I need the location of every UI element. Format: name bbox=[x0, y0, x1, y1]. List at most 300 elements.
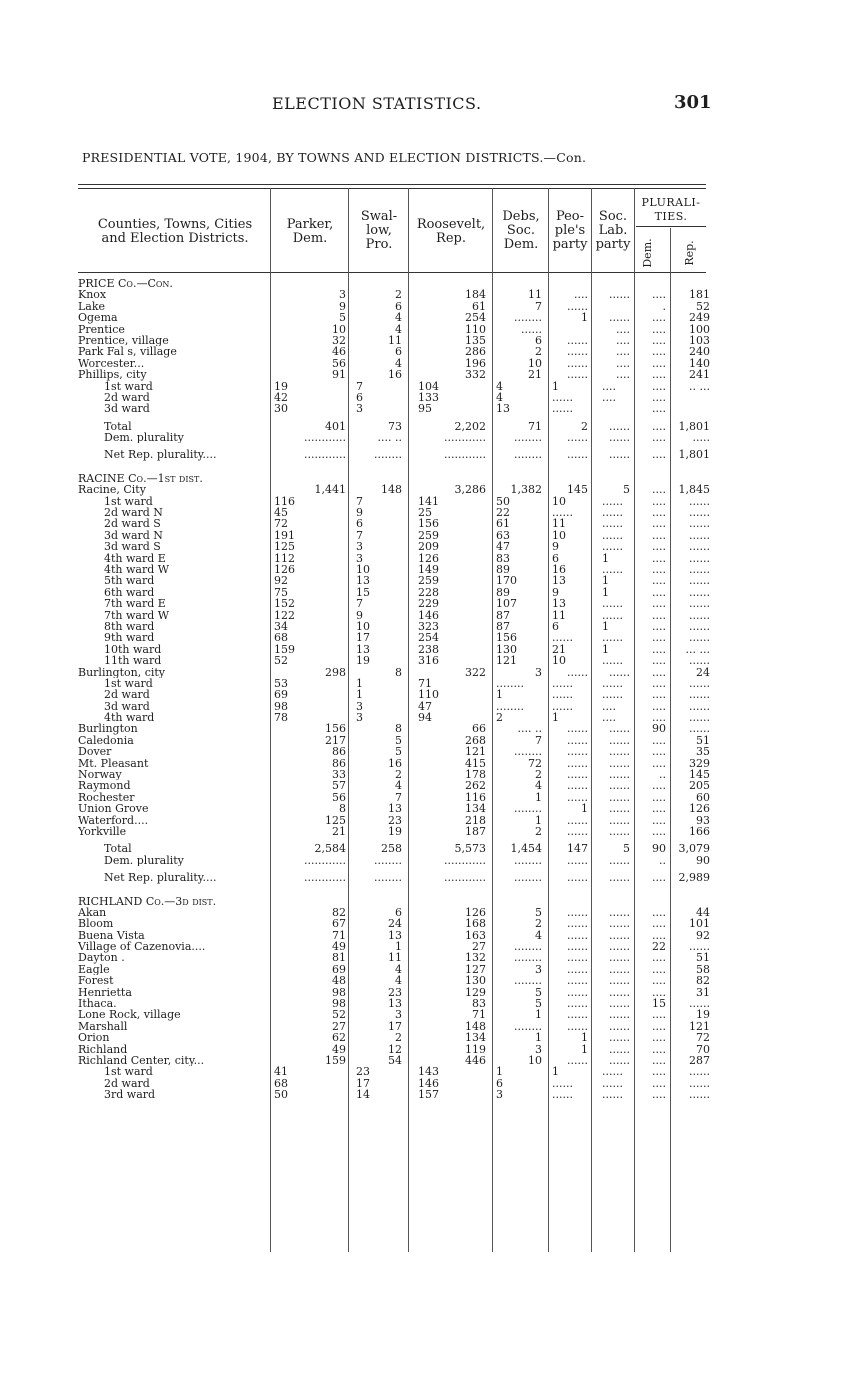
cell-soclab: ...... bbox=[602, 1076, 623, 1090]
cell-peoples: ...... bbox=[552, 1076, 573, 1090]
cell-plur-rep: 51 bbox=[696, 951, 710, 965]
cell-parker: 98 bbox=[332, 985, 346, 999]
row-label: Forest bbox=[78, 975, 114, 987]
row-label: 2d ward bbox=[104, 391, 150, 404]
cell-plur-dem: .... bbox=[652, 1076, 666, 1090]
cell-soclab: ...... bbox=[609, 1054, 630, 1067]
cell-plur-dem: 90 bbox=[652, 722, 666, 736]
col-header-label bbox=[80, 218, 270, 246]
cell-roosevelt: 157 bbox=[418, 1088, 439, 1102]
cell-plur-rep: 93 bbox=[696, 813, 710, 827]
cell-plur-rep: ...... bbox=[689, 562, 710, 576]
cell-plur-dem: .... bbox=[652, 574, 666, 588]
cell-roosevelt: 121 bbox=[465, 745, 486, 759]
cell-peoples: ...... bbox=[552, 631, 573, 645]
cell-debs: 72 bbox=[528, 756, 542, 770]
cell-parker: 19 bbox=[274, 379, 288, 393]
cell-roosevelt: 323 bbox=[418, 619, 439, 633]
cell-soclab: ...... bbox=[609, 985, 630, 999]
cell-soclab: ...... bbox=[602, 608, 623, 622]
cell-debs: 130 bbox=[496, 642, 517, 656]
cell-plur-dem: .... bbox=[652, 824, 666, 838]
cell-plur-dem: .... bbox=[652, 619, 666, 633]
table-row bbox=[0, 712, 859, 723]
cell-debs: ........ bbox=[514, 853, 542, 867]
row-spacer bbox=[0, 461, 859, 473]
row-label: Prentice bbox=[78, 323, 125, 335]
cell-peoples: 1 bbox=[581, 1042, 588, 1056]
cell-peoples: 13 bbox=[552, 597, 566, 611]
cell-roosevelt: ............ bbox=[444, 871, 486, 885]
cell-parker: 52 bbox=[274, 654, 288, 668]
cell-plur-rep: ..... bbox=[692, 431, 710, 445]
cell-soclab: ...... bbox=[609, 917, 630, 931]
total-row bbox=[0, 432, 859, 443]
cell-peoples: 145 bbox=[567, 483, 588, 497]
total-row bbox=[0, 872, 859, 883]
cell-parker: 98 bbox=[274, 699, 288, 713]
cell-plur-dem: .... bbox=[652, 802, 666, 816]
cell-peoples: 9 bbox=[552, 540, 559, 554]
cell-plur-rep: ...... bbox=[689, 608, 710, 622]
cell-roosevelt: 322 bbox=[465, 665, 486, 679]
cell-peoples: ...... bbox=[567, 733, 588, 747]
cell-soclab: ...... bbox=[609, 790, 630, 804]
cell-roosevelt: 134 bbox=[465, 802, 486, 816]
cell-debs: 2 bbox=[496, 711, 503, 725]
cell-debs: ........ bbox=[514, 802, 542, 816]
cell-plur-rep: 2,989 bbox=[678, 871, 710, 885]
cell-plur-rep: ...... bbox=[689, 619, 710, 633]
cell-parker: 52 bbox=[332, 1008, 346, 1022]
cell-swallow: 3 bbox=[356, 711, 363, 725]
cell-swallow: 16 bbox=[388, 756, 402, 770]
cell-parker: ............ bbox=[304, 853, 346, 867]
cell-debs: ........ bbox=[514, 431, 542, 445]
cell-parker: 33 bbox=[332, 768, 346, 782]
cell-swallow: 3 bbox=[356, 540, 363, 554]
cell-roosevelt: 2,202 bbox=[454, 419, 486, 433]
cell-plur-rep: ...... bbox=[689, 1065, 710, 1079]
cell-roosevelt: 156 bbox=[418, 517, 439, 531]
cell-roosevelt: ............ bbox=[444, 431, 486, 445]
cell-plur-rep: 92 bbox=[696, 928, 710, 942]
col-header-debs-2: Soc. bbox=[506, 223, 536, 238]
row-label: 3d ward N bbox=[104, 529, 163, 542]
col-header-pluralities-2: TIES. bbox=[654, 210, 688, 223]
cell-plur-dem: .... bbox=[652, 494, 666, 508]
col-header-plur-dem-text: Dem. bbox=[641, 238, 654, 268]
cell-roosevelt: 415 bbox=[465, 756, 486, 770]
cell-debs: 89 bbox=[496, 562, 510, 576]
table-row bbox=[0, 987, 859, 998]
cell-peoples: ...... bbox=[567, 824, 588, 838]
cell-plur-dem: .... bbox=[652, 528, 666, 542]
table-row bbox=[0, 792, 859, 803]
cell-parker: 92 bbox=[274, 574, 288, 588]
cell-roosevelt: 116 bbox=[465, 790, 486, 804]
col-header-soclab-3: party bbox=[595, 237, 631, 252]
cell-swallow: 3 bbox=[356, 402, 363, 416]
cell-roosevelt: 229 bbox=[418, 597, 439, 611]
cell-plur-dem: .... bbox=[652, 368, 666, 382]
col-header-roosevelt bbox=[410, 218, 492, 246]
cell-swallow: 9 bbox=[356, 608, 363, 622]
cell-plur-rep: 166 bbox=[689, 824, 710, 838]
cell-soclab: .... bbox=[616, 345, 630, 359]
cell-debs: ........ bbox=[514, 448, 542, 462]
table-row bbox=[0, 312, 859, 323]
cell-soclab: ...... bbox=[609, 745, 630, 759]
cell-parker: 125 bbox=[325, 813, 346, 827]
cell-plur-dem: .... bbox=[652, 745, 666, 759]
cell-roosevelt: 254 bbox=[465, 311, 486, 325]
cell-plur-rep: ...... bbox=[689, 688, 710, 702]
running-title: ELECTION STATISTICS. bbox=[272, 94, 482, 113]
cell-peoples: 10 bbox=[552, 528, 566, 542]
cell-swallow: 148 bbox=[381, 483, 402, 497]
cell-parker: 116 bbox=[274, 494, 295, 508]
cell-swallow: 6 bbox=[395, 299, 402, 313]
col-header-peoples-3: party bbox=[552, 237, 588, 252]
cell-plur-rep: ...... bbox=[689, 1088, 710, 1102]
cell-swallow: 8 bbox=[395, 665, 402, 679]
cell-swallow: 73 bbox=[388, 419, 402, 433]
cell-plur-rep: 1,801 bbox=[678, 419, 710, 433]
cell-swallow: ........ bbox=[374, 448, 402, 462]
cell-plur-rep: 70 bbox=[696, 1042, 710, 1056]
table-row bbox=[0, 1089, 859, 1100]
top-rule bbox=[78, 184, 706, 185]
cell-debs: 1 bbox=[535, 1031, 542, 1045]
cell-swallow: 6 bbox=[356, 517, 363, 531]
cell-peoples: ...... bbox=[552, 699, 573, 713]
cell-debs: 89 bbox=[496, 585, 510, 599]
cell-roosevelt: 5,573 bbox=[454, 842, 486, 856]
cell-roosevelt: 71 bbox=[418, 676, 432, 690]
cell-debs: ........ bbox=[514, 745, 542, 759]
cell-soclab: ...... bbox=[609, 962, 630, 976]
cell-swallow: 19 bbox=[356, 654, 370, 668]
cell-debs: 6 bbox=[535, 333, 542, 347]
cell-plur-dem: .... bbox=[652, 517, 666, 531]
cell-plur-rep: 3,079 bbox=[678, 842, 710, 856]
row-label: Racine, City bbox=[78, 484, 146, 496]
cell-roosevelt: ............ bbox=[444, 448, 486, 462]
cell-parker: 45 bbox=[274, 506, 288, 520]
cell-plur-rep: ...... bbox=[689, 494, 710, 508]
cell-plur-rep: ...... bbox=[689, 574, 710, 588]
cell-peoples: 147 bbox=[567, 842, 588, 856]
cell-peoples: ...... bbox=[567, 299, 588, 313]
table-row bbox=[0, 803, 859, 814]
cell-plur-rep: 240 bbox=[689, 345, 710, 359]
cell-debs: 71 bbox=[528, 419, 542, 433]
cell-peoples: ...... bbox=[552, 402, 573, 416]
table-row bbox=[0, 598, 859, 609]
cell-plur-dem: .... bbox=[652, 813, 666, 827]
cell-plur-rep: 329 bbox=[689, 756, 710, 770]
cell-plur-dem: .... bbox=[652, 483, 666, 497]
table-row bbox=[0, 918, 859, 929]
row-label: 2d ward S bbox=[104, 518, 161, 530]
cell-peoples: ...... bbox=[552, 506, 573, 520]
cell-parker: 1,441 bbox=[314, 483, 346, 497]
cell-roosevelt: 143 bbox=[418, 1065, 439, 1079]
row-label: Dayton . bbox=[78, 952, 125, 964]
cell-parker: 78 bbox=[274, 711, 288, 725]
cell-plur-rep: ...... bbox=[689, 631, 710, 645]
cell-peoples: 1 bbox=[581, 802, 588, 816]
cell-plur-dem: .... bbox=[652, 711, 666, 725]
cell-parker: 69 bbox=[274, 688, 288, 702]
cell-peoples: 1 bbox=[552, 379, 559, 393]
cell-plur-dem: .... bbox=[652, 390, 666, 404]
page-number: 301 bbox=[674, 92, 712, 113]
cell-peoples: ...... bbox=[567, 928, 588, 942]
cell-parker: 49 bbox=[332, 940, 346, 954]
cell-swallow: 7 bbox=[356, 494, 363, 508]
row-label: Park Fal s, village bbox=[78, 346, 177, 358]
cell-roosevelt: 47 bbox=[418, 699, 432, 713]
table-row bbox=[0, 1032, 859, 1043]
cell-swallow: 4 bbox=[395, 356, 402, 370]
cell-soclab: ...... bbox=[602, 1088, 623, 1102]
row-label: Richland bbox=[78, 1043, 128, 1056]
cell-peoples: 11 bbox=[552, 517, 566, 531]
cell-plur-dem: .... bbox=[652, 654, 666, 668]
row-label: Total bbox=[104, 420, 132, 433]
cell-debs: 4 bbox=[496, 390, 503, 404]
col-header-debs-1: Debs, bbox=[502, 209, 540, 224]
cell-debs: 7 bbox=[535, 733, 542, 747]
cell-roosevelt: 146 bbox=[418, 1076, 439, 1090]
cell-plur-rep: 140 bbox=[689, 356, 710, 370]
col-header-plur-rep bbox=[683, 233, 697, 273]
cell-debs: 1 bbox=[496, 1065, 503, 1079]
cell-plur-rep: ...... bbox=[689, 676, 710, 690]
cell-debs: 1 bbox=[535, 790, 542, 804]
cell-roosevelt: 238 bbox=[418, 642, 439, 656]
cell-swallow: 3 bbox=[356, 699, 363, 713]
cell-parker: 81 bbox=[332, 951, 346, 965]
cell-plur-dem: .... bbox=[652, 917, 666, 931]
cell-roosevelt: ............ bbox=[444, 853, 486, 867]
cell-soclab: ...... bbox=[609, 448, 630, 462]
cell-soclab: ...... bbox=[602, 654, 623, 668]
cell-soclab: ...... bbox=[602, 631, 623, 645]
cell-plur-dem: .... bbox=[652, 311, 666, 325]
cell-soclab: ...... bbox=[609, 722, 630, 736]
cell-parker: ............ bbox=[304, 871, 346, 885]
cell-peoples: 1 bbox=[581, 1031, 588, 1045]
cell-roosevelt: 135 bbox=[465, 333, 486, 347]
cell-soclab: ...... bbox=[602, 1065, 623, 1079]
cell-plur-dem: .... bbox=[652, 448, 666, 462]
cell-parker: 34 bbox=[274, 619, 288, 633]
cell-plur-rep: 121 bbox=[689, 1019, 710, 1033]
cell-parker: 62 bbox=[332, 1031, 346, 1045]
row-label: Net Rep. plurality.... bbox=[104, 449, 217, 461]
cell-peoples: ...... bbox=[567, 345, 588, 359]
cell-roosevelt: 149 bbox=[418, 562, 439, 576]
cell-peoples: ...... bbox=[567, 665, 588, 679]
table-row bbox=[0, 975, 859, 986]
cell-plur-dem: .... bbox=[652, 585, 666, 599]
cell-roosevelt: 178 bbox=[465, 768, 486, 782]
col-header-roosevelt-2: Rep. bbox=[436, 231, 466, 246]
cell-parker: 5 bbox=[339, 311, 346, 325]
cell-soclab: .... bbox=[616, 333, 630, 347]
cell-swallow: 17 bbox=[356, 631, 370, 645]
row-label: Net Rep. plurality.... bbox=[104, 872, 217, 884]
cell-plur-dem: .... bbox=[652, 688, 666, 702]
cell-plur-rep: 60 bbox=[696, 790, 710, 804]
cell-parker: 2,584 bbox=[314, 842, 346, 856]
cell-swallow: 13 bbox=[356, 574, 370, 588]
cell-soclab: ...... bbox=[609, 1008, 630, 1022]
cell-parker: 98 bbox=[332, 997, 346, 1011]
cell-plur-rep: 103 bbox=[689, 333, 710, 347]
row-label: Eagle bbox=[78, 963, 110, 976]
table-row bbox=[0, 301, 859, 312]
col-header-label-text: Counties, Towns, Cities and Election Districts. bbox=[97, 217, 253, 246]
cell-parker: 56 bbox=[332, 356, 346, 370]
cell-parker: 41 bbox=[274, 1065, 288, 1079]
cell-swallow: 11 bbox=[388, 333, 402, 347]
cell-roosevelt: 196 bbox=[465, 356, 486, 370]
cell-peoples: ...... bbox=[567, 779, 588, 793]
table-row bbox=[0, 941, 859, 952]
cell-parker: 152 bbox=[274, 597, 295, 611]
table-row bbox=[0, 632, 859, 643]
row-label: Dem. plurality bbox=[104, 854, 184, 867]
cell-peoples: 9 bbox=[552, 585, 559, 599]
cell-plur-rep: ...... bbox=[689, 1076, 710, 1090]
col-header-debs-3: Dem. bbox=[503, 237, 539, 252]
cell-swallow: 1 bbox=[356, 676, 363, 690]
cell-debs: ........ bbox=[496, 699, 524, 713]
total-row bbox=[0, 421, 859, 432]
cell-roosevelt: 61 bbox=[472, 299, 486, 313]
cell-debs: 11 bbox=[528, 288, 542, 302]
cell-soclab: ...... bbox=[602, 528, 623, 542]
cell-roosevelt: 3,286 bbox=[454, 483, 486, 497]
cell-soclab: ...... bbox=[609, 768, 630, 782]
col-header-swallow-1: Swal- bbox=[360, 209, 398, 224]
row-label: Union Grove bbox=[78, 803, 149, 815]
col-header-plur-dem bbox=[641, 233, 655, 273]
col-header-swallow-2: low, bbox=[366, 223, 392, 238]
cell-soclab: ...... bbox=[609, 871, 630, 885]
cell-debs: 87 bbox=[496, 619, 510, 633]
cell-plur-dem: .... bbox=[652, 985, 666, 999]
cell-roosevelt: 104 bbox=[418, 379, 439, 393]
cell-soclab: .... bbox=[616, 356, 630, 370]
cell-parker: 86 bbox=[332, 745, 346, 759]
cell-roosevelt: 141 bbox=[418, 494, 439, 508]
row-label: 3rd ward bbox=[104, 1089, 156, 1101]
table-row bbox=[0, 746, 859, 757]
col-header-soclab-1: Soc. bbox=[598, 209, 628, 224]
cell-swallow: 17 bbox=[388, 1019, 402, 1033]
cell-swallow: 23 bbox=[356, 1065, 370, 1079]
cell-plur-rep: ...... bbox=[689, 517, 710, 531]
cell-roosevelt: 254 bbox=[418, 631, 439, 645]
row-label: Mt. Pleasant bbox=[78, 757, 149, 770]
col-header-debs bbox=[494, 210, 548, 252]
row-label: 2d ward bbox=[104, 1077, 150, 1090]
cell-plur-rep: ...... bbox=[689, 940, 710, 954]
cell-peoples: .... bbox=[574, 288, 588, 302]
table-row bbox=[0, 907, 859, 918]
cell-debs: 83 bbox=[496, 551, 510, 565]
cell-roosevelt: 132 bbox=[465, 951, 486, 965]
cell-debs: 3 bbox=[535, 1042, 542, 1056]
cell-soclab: ...... bbox=[609, 824, 630, 838]
cell-debs: 3 bbox=[535, 962, 542, 976]
cell-plur-dem: .... bbox=[652, 1019, 666, 1033]
cell-plur-rep: ...... bbox=[689, 506, 710, 520]
cell-peoples: ...... bbox=[567, 974, 588, 988]
total-row bbox=[0, 449, 859, 460]
cell-roosevelt: 146 bbox=[418, 608, 439, 622]
cell-debs: 2 bbox=[535, 345, 542, 359]
cell-soclab: ...... bbox=[602, 562, 623, 576]
top-rule-2 bbox=[78, 188, 706, 189]
cell-soclab: ...... bbox=[609, 431, 630, 445]
col-header-pluralities-1: PLURALI- bbox=[641, 196, 701, 209]
cell-swallow: 10 bbox=[356, 619, 370, 633]
cell-peoples: ...... bbox=[567, 813, 588, 827]
cell-parker: 75 bbox=[274, 585, 288, 599]
cell-swallow: 9 bbox=[356, 506, 363, 520]
cell-debs: 1,454 bbox=[510, 842, 542, 856]
cell-plur-dem: .... bbox=[652, 1054, 666, 1067]
cell-peoples: ...... bbox=[567, 448, 588, 462]
cell-plur-dem: .... bbox=[652, 665, 666, 679]
cell-plur-dem: .... bbox=[652, 322, 666, 336]
row-label: Lake bbox=[78, 300, 106, 313]
col-header-soclab bbox=[592, 210, 634, 252]
cell-plur-dem: .... bbox=[652, 562, 666, 576]
cell-swallow: 13 bbox=[388, 928, 402, 942]
row-label: 2d ward bbox=[104, 689, 150, 701]
cell-roosevelt: 129 bbox=[465, 985, 486, 999]
cell-roosevelt: 184 bbox=[465, 288, 486, 302]
cell-soclab: ...... bbox=[602, 517, 623, 531]
cell-soclab: .... bbox=[616, 322, 630, 336]
cell-plur-dem: . bbox=[662, 299, 666, 313]
cell-soclab: ...... bbox=[609, 813, 630, 827]
cell-debs: 2 bbox=[535, 824, 542, 838]
cell-swallow: 7 bbox=[356, 597, 363, 611]
cell-peoples: 6 bbox=[552, 551, 559, 565]
row-label: Ogema bbox=[78, 312, 118, 324]
table-row bbox=[0, 541, 859, 552]
table-row bbox=[0, 484, 859, 495]
table-row bbox=[0, 735, 859, 746]
cell-plur-rep: ...... bbox=[689, 551, 710, 565]
cell-roosevelt: 332 bbox=[465, 368, 486, 382]
cell-swallow: 15 bbox=[356, 585, 370, 599]
cell-plur-rep: 35 bbox=[696, 745, 710, 759]
cell-soclab: ...... bbox=[602, 597, 623, 611]
cell-parker: 298 bbox=[325, 665, 346, 679]
row-label: Burlington bbox=[78, 723, 138, 735]
cell-plur-rep: 241 bbox=[689, 368, 710, 382]
cell-plur-rep: ...... bbox=[689, 597, 710, 611]
